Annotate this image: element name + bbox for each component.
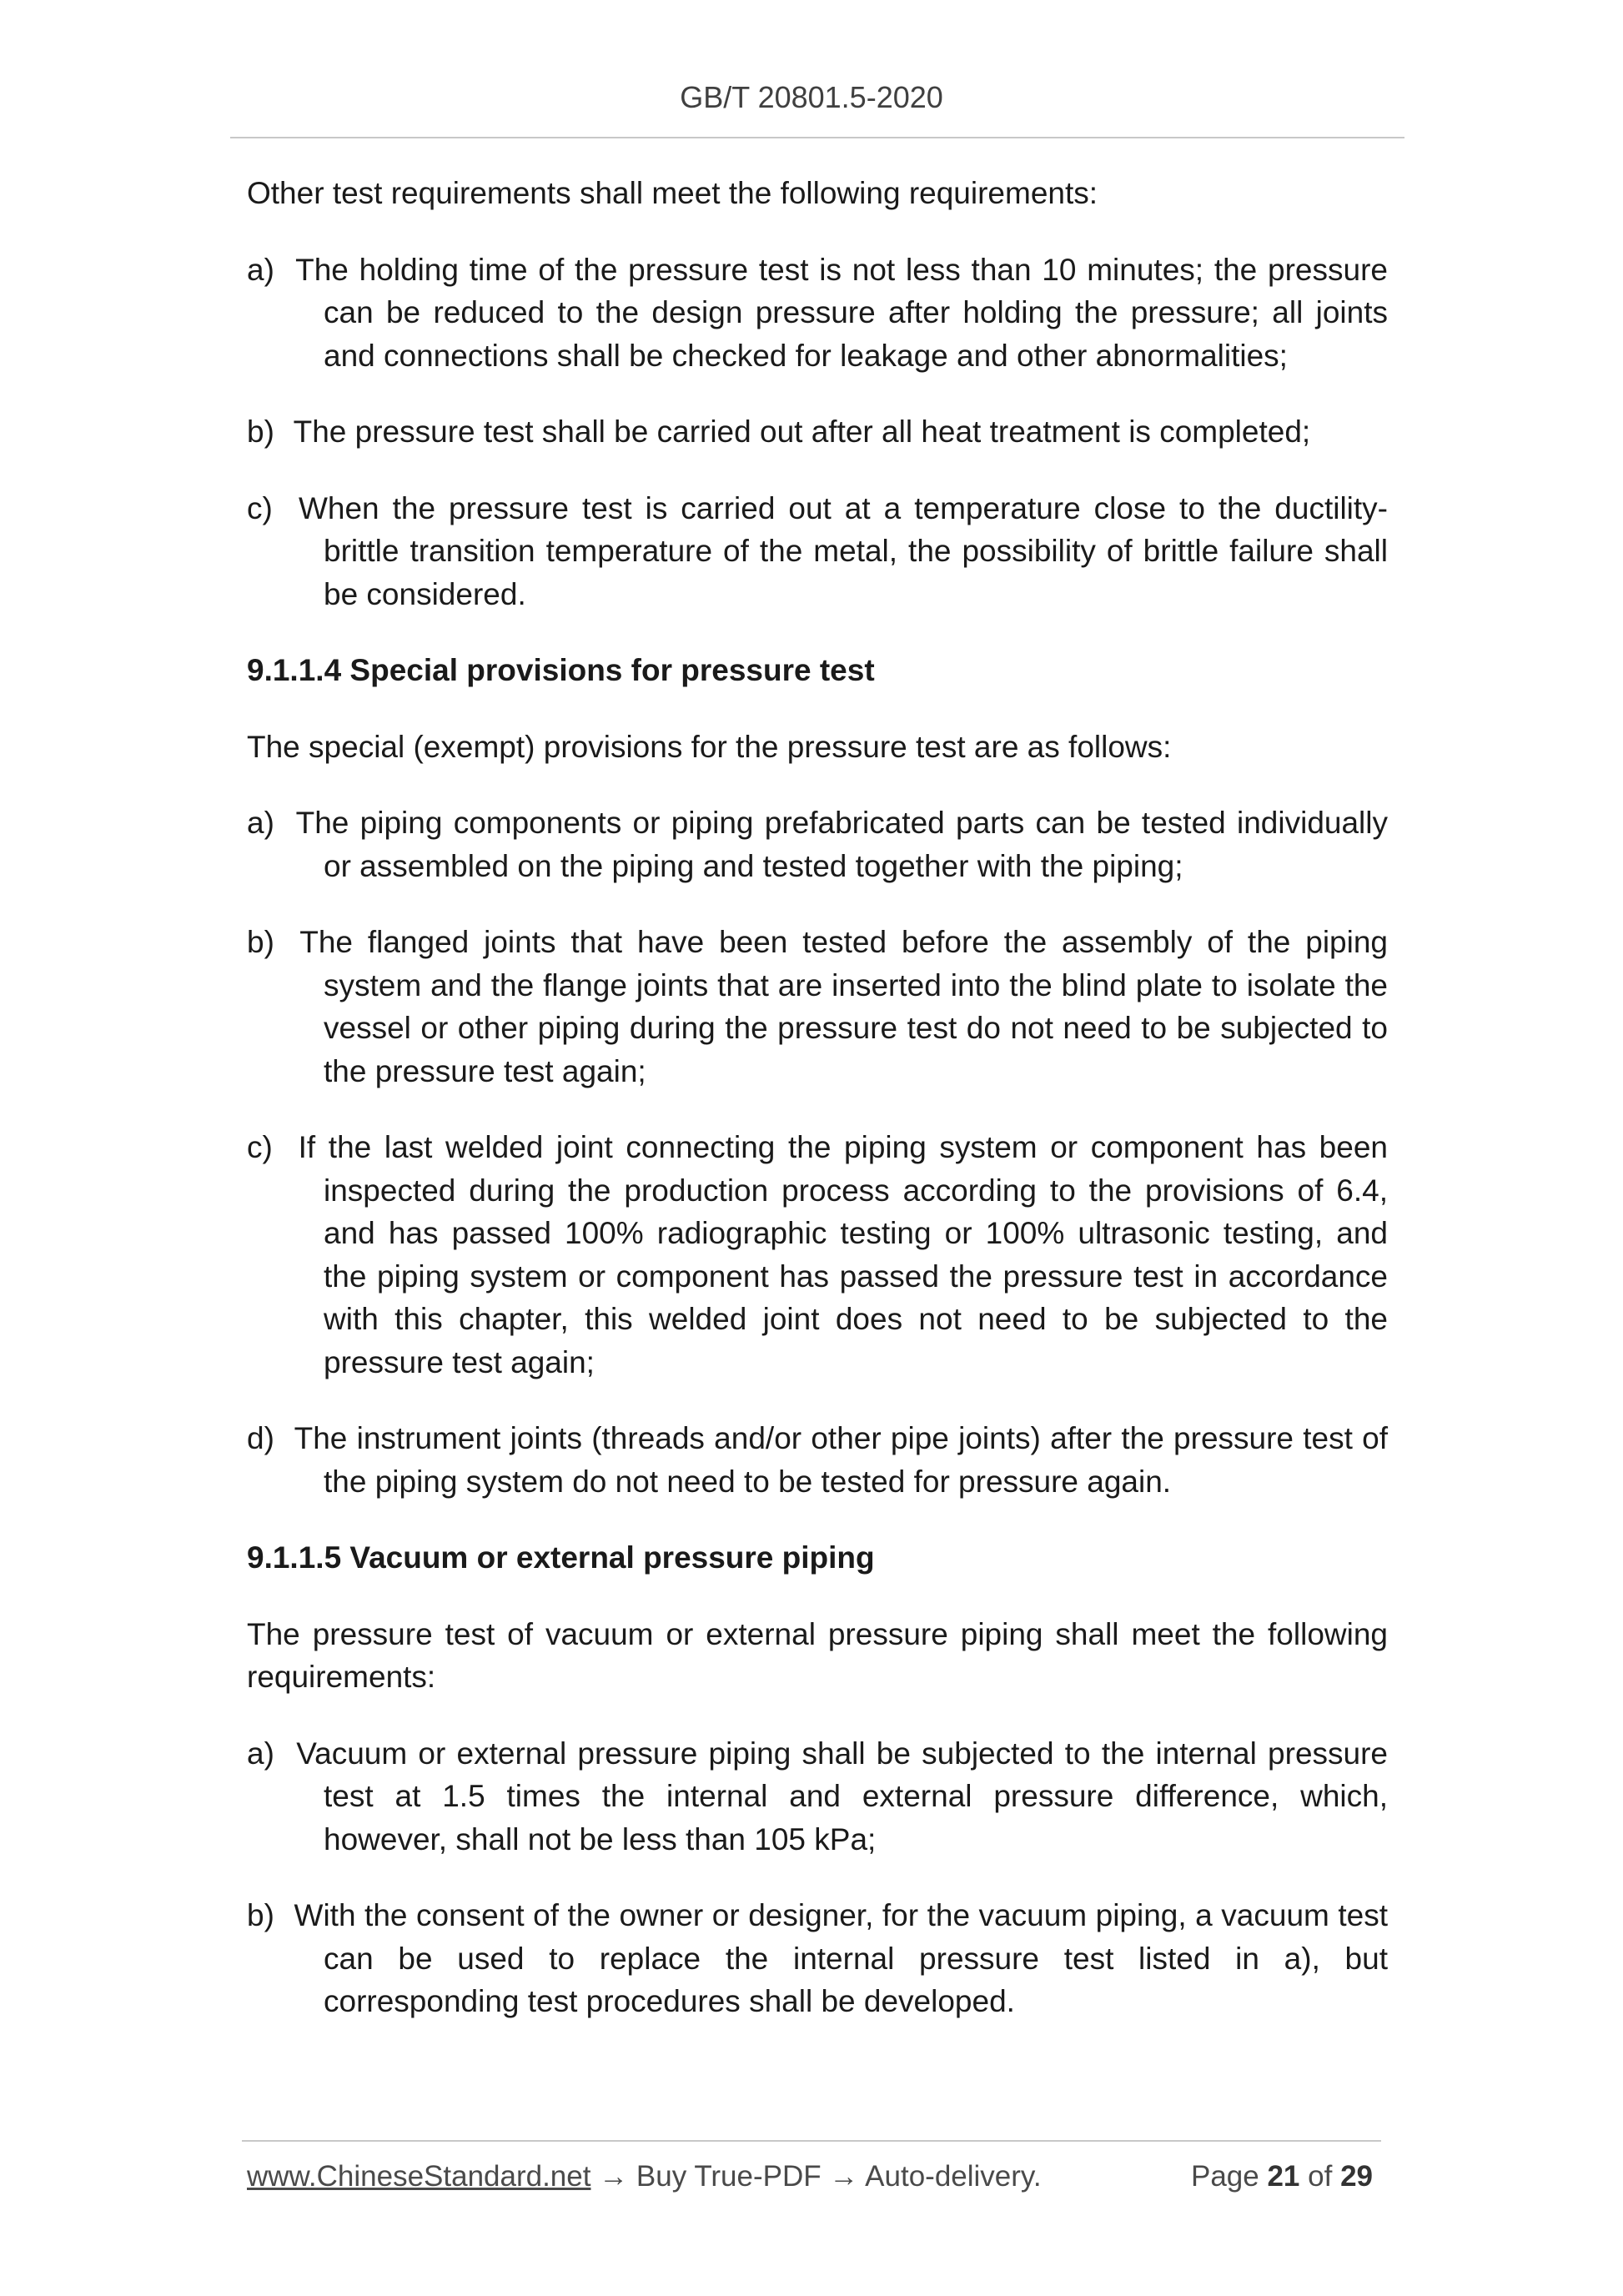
list-item-text: The flanged joints that have been tested before the assembly of the piping system and the flange joints that are inserted into the blind plate to isolate the vessel or other piping during the pressure test do not need to be subjected to the pressure test again; (299, 925, 1388, 1088)
list-item: c) When the pressure test is carried out at a temperature close to the ductility-brittle transition temperature of the metal, the possibility of brittle failure shall be considered. (247, 490, 1388, 611)
section-intro-9115: The pressure test of vacuum or external pressure piping shall meet the following requirements: (247, 1616, 1388, 1694)
list-item-text: The pressure test shall be carried out after all heat treatment is completed; (293, 414, 1311, 449)
list-item: a) The piping components or piping prefabricated parts can be tested individually or assembled on the piping and tested together with the piping; (247, 806, 1388, 883)
list-item-text: With the consent of the owner or designer, for the vacuum piping, a vacuum test can be used to replace the internal pressure test listed in a), but corresponding test procedures shall be developed. (294, 1898, 1389, 2018)
list-item: b) The pressure test shall be carried out after all heat treatment is completed; (247, 414, 1311, 449)
website-link[interactable]: www.ChineseStandard.net (247, 2160, 591, 2193)
header-divider (230, 137, 1404, 138)
list-item: d) The instrument joints (threads and/or other pipe joints) after the pressure test of the piping system do not need to be tested for pressure again. (247, 1421, 1388, 1499)
section-heading-9114: 9.1.1.4 Special provisions for pressure test (247, 653, 875, 687)
list-item-text: The piping components or piping prefabricated parts can be tested individually or assembled on the piping and tested together with the piping; (295, 806, 1388, 883)
list-item-text: If the last welded joint connecting the piping system or component has been inspected during the production process according to the provisions of 6.4, and has passed 100% radiographic testing or 100% ultrasonic testing, and the piping system or component has passed the pressure test in accordance with this chapter, this welded joint does not need to be subjected to the pressure test again; (298, 1130, 1388, 1379)
page-of-label: of (1308, 2160, 1333, 2193)
list-item-text: When the pressure test is carried out at a temperature close to the ductility-brittle transition temperature of the metal, the possibility of brittle failure shall be considered. (298, 490, 1388, 611)
requirements-list (247, 249, 1388, 616)
page-label: Page (1190, 2160, 1259, 2193)
list-item-text: Vacuum or external pressure piping shall be subjected to the internal pressure test at 1.5 times the internal and external pressure difference, which, however, shall not be less than 105 kPa; (296, 1736, 1388, 1856)
intro-paragraph: Other test requirements shall meet the following requirements: (247, 176, 1098, 210)
page-current: 21 (1267, 2160, 1300, 2193)
page-header (0, 80, 1623, 115)
section-intro-9114: The special (exempt) provisions for the pressure test are as follows: (247, 729, 1172, 764)
list-item: c) If the last welded joint connecting the piping system or component has been inspected during the production process according to the provisions of 6.4, and has passed 100% radiographic testing or 100% ultrasonic testing, and the piping system or component has passed the pressure test in accordance with this chapter, this welded joint does not need to be subjected to the pressure test again; (247, 1130, 1388, 1379)
page-total: 29 (1340, 2160, 1373, 2193)
list-item: a) Vacuum or external pressure piping shall be subjected to the internal pressure test at 1.5 times the internal and external pressure difference, which, however, shall not be less than 105 kPa; (247, 1736, 1388, 1856)
page-footer (247, 2160, 1381, 2193)
vacuum-requirements-list (247, 1732, 1388, 2023)
list-item: a) The holding time of the pressure test is not less than 10 minutes; the pressure can be reduced to the design pressure after holding the pressure; all joints and connections shall be checked for leakage and other abnormalities; (247, 252, 1388, 373)
footer-promo-text: → Buy True-PDF → Auto-delivery. (590, 2160, 1042, 2193)
list-item-text: The holding time of the pressure test is not less than 10 minutes; the pressure can be reduced to the design pressure after holding the pressure; all joints and connections shall be checked for leakage and other abnormalities; (295, 252, 1388, 373)
section-heading-9115: 9.1.1.5 Vacuum or external pressure piping (247, 1540, 875, 1575)
page-number (1191, 2160, 1373, 2193)
list-item: b) With the consent of the owner or designer, for the vacuum piping, a vacuum test can be used to replace the internal pressure test listed in a), but corresponding test procedures shall be developed. (247, 1898, 1389, 2018)
footer-divider (242, 2140, 1381, 2142)
special-provisions-list (247, 801, 1388, 1503)
list-item-text: The instrument joints (threads and/or other pipe joints) after the pressure test of the piping system do not need to be tested for pressure again. (294, 1421, 1388, 1499)
document-code: GB/T 20801.5-2020 (680, 80, 943, 114)
list-item: b) The flanged joints that have been tested before the assembly of the piping system and the flange joints that are inserted into the blind plate to isolate the vessel or other piping during the pressure test do not need to be subjected to the pressure test again; (247, 925, 1388, 1088)
document-body (247, 172, 1388, 2057)
